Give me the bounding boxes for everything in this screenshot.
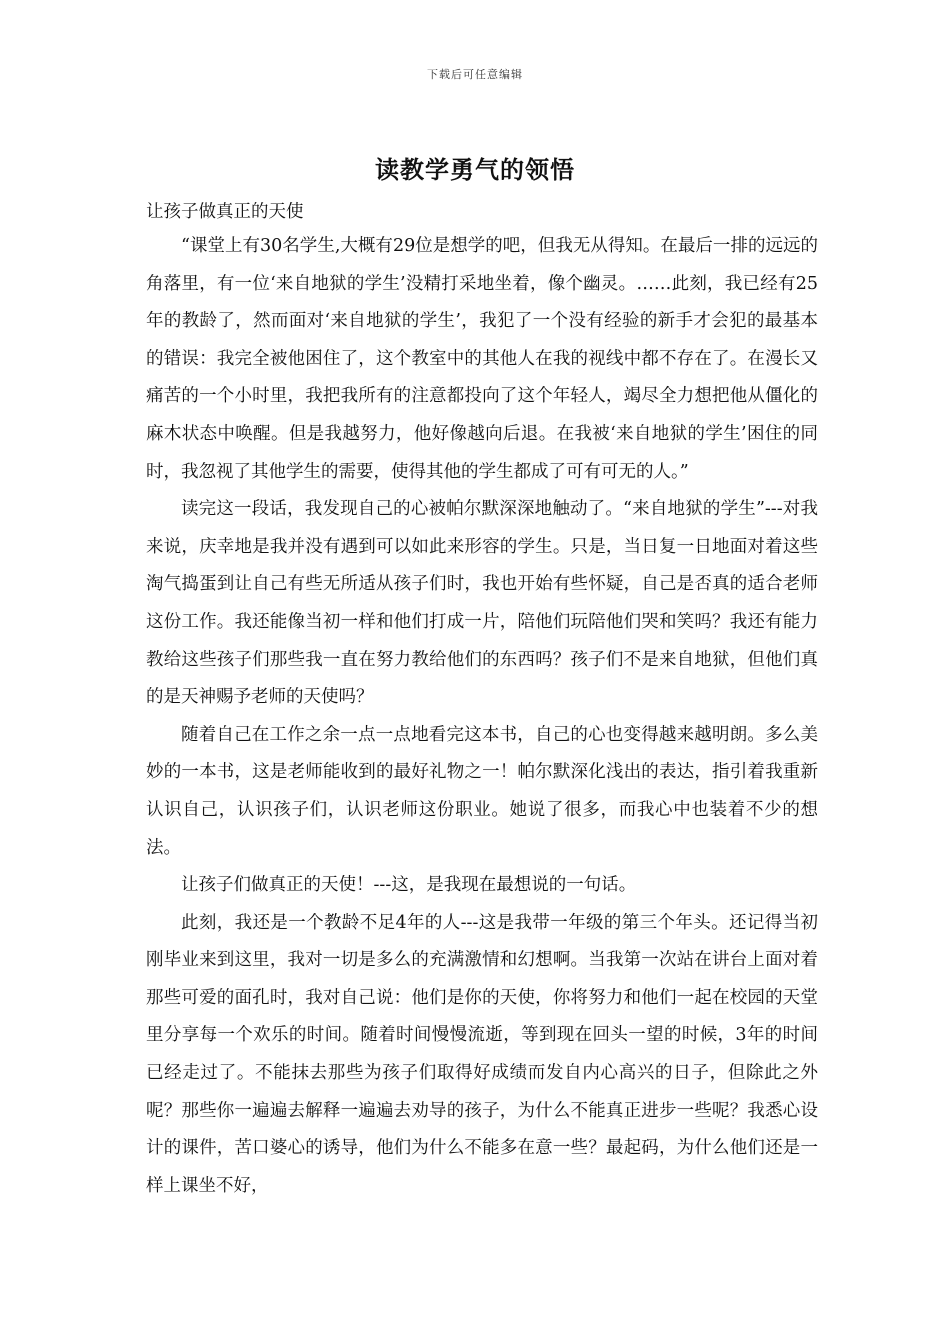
header-note: 下载后可任意编辑 bbox=[427, 68, 523, 81]
body-text bbox=[146, 228, 818, 1205]
paragraph: “课堂上有30名学生,大概有29位是想学的吧，但我无从得知。在最后一排的远远的角落里，有一位‘来自地狱的学生’没精打采地坐着，像个幽灵。……此刻，我已经有25年的教龄了，然而面对‘来自地狱的学生’，我犯了一个没有经验的新手才会犯的最基本的错误：我完全被他困住了，这个教室中的其他人在我的视线中都不存在了。在漫长又痛苦的一个小时里，我把我所有的注意都投向了这个年轻人，竭尽全力想把他从僵化的麻木状态中唤醒。但是我越努力，他好像越向后退。在我被‘来自地狱的学生’困住的同时，我忽视了其他学生的需要，使得其他的学生都成了可有可无的人。” bbox=[146, 236, 818, 482]
paragraph: 读完这一段话，我发现自己的心被帕尔默深深地触动了。“来自地狱的学生”---对我来说，庆幸地是我并没有遇到可以如此来形容的学生。只是，当日复一日地面对着这些淘气捣蛋到让自己有些无所适从孩子们时，我也开始有些怀疑，自己是否真的适合老师这份工作。我还能像当初一样和他们打成一片，陪他们玩陪他们哭和笑吗？我还有能力教给这些孩子们那些我一直在努力教给他们的东西吗？孩子们不是来自地狱，但他们真的是天神赐予老师的天使吗？ bbox=[146, 499, 818, 708]
paragraph: 随着自己在工作之余一点一点地看完这本书，自己的心也变得越来越明朗。多么美妙的一本书，这是老师能收到的最好礼物之一！帕尔默深化浅出的表达，指引着我重新认识自己，认识孩子们，认识老师这份职业。她说了很多，而我心中也装着不少的想法。 bbox=[146, 724, 818, 858]
paragraph: 此刻，我还是一个教龄不足4年的人---这是我带一年级的第三个年头。还记得当初刚毕业来到这里，我对一切是多么的充满激情和幻想啊。当我第一次站在讲台上面对着那些可爱的面孔时，我对自己说：他们是你的天使，你将努力和他们一起在校园的天堂里分享每一个欢乐的时间。随着时间慢慢流逝，等到现在回头一望的时候，3年的时间已经走过了。不能抹去那些为孩子们取得好成绩而发自内心高兴的日子，但除此之外呢？那些你一遍遍去解释一遍遍去劝导的孩子，为什么不能真正进步一些呢？我悉心设计的课件，苦口婆心的诱导，他们为什么不能多在意一些？最起码，为什么他们还是一样上课坐不好， bbox=[146, 912, 818, 1196]
paragraph: 让孩子们做真正的天使！---这，是我现在最想说的一句话。 bbox=[181, 875, 637, 896]
section-subtitle: 让孩子做真正的天使 bbox=[146, 202, 304, 222]
page-title: 读教学勇气的领悟 bbox=[375, 156, 575, 184]
